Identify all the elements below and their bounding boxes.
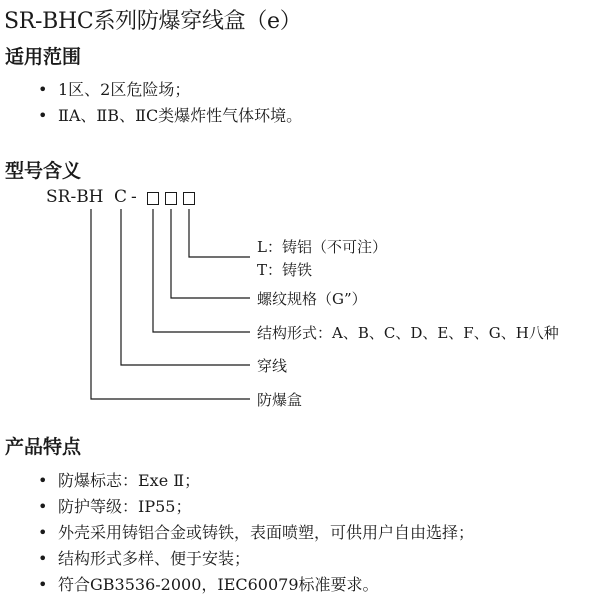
meaning-thread: 螺纹规格（G”） [257, 290, 367, 308]
meaning-material-iron: T：铸铁 [257, 261, 313, 279]
list-item: • 防爆标志：Exe Ⅱ； [38, 468, 474, 494]
features-list [38, 468, 474, 598]
application-heading: 适用范围 [5, 46, 82, 68]
leader-line-conduit [121, 209, 250, 365]
list-item: • 外壳采用铸铝合金或铸铁，表面喷塑，可供用户自由选择； [38, 520, 474, 546]
list-item: • 1区、2区危险场； [38, 77, 302, 103]
model-code-dash: - [131, 187, 137, 207]
model-code-prefix: SR-BH [46, 187, 104, 207]
model-meaning-heading: 型号含义 [5, 160, 82, 182]
meaning-structure: 结构形式：A、B、C、D、E、F、G、H八种 [257, 324, 559, 342]
meaning-box: 防爆盒 [257, 391, 303, 409]
leader-line-thread [171, 209, 250, 298]
leader-line-structure [153, 209, 250, 332]
meaning-material-aluminum: L：铸铝（不可注） [257, 238, 387, 256]
leader-line-material [189, 209, 250, 257]
list-item: • 结构形式多样、便于安装； [38, 546, 474, 572]
list-item: • 防护等级：IP55； [38, 494, 474, 520]
features-heading: 产品特点 [5, 436, 82, 458]
list-item: • ⅡA、ⅡB、ⅡC类爆炸性气体环境。 [38, 103, 302, 129]
page-title: SR-BHC系列防爆穿线盒（e） [4, 9, 302, 34]
list-item: • 符合GB3536-2000，IEC60079标准要求。 [38, 572, 474, 598]
model-code-letter: C [114, 187, 128, 207]
meaning-conduit: 穿线 [257, 357, 288, 375]
